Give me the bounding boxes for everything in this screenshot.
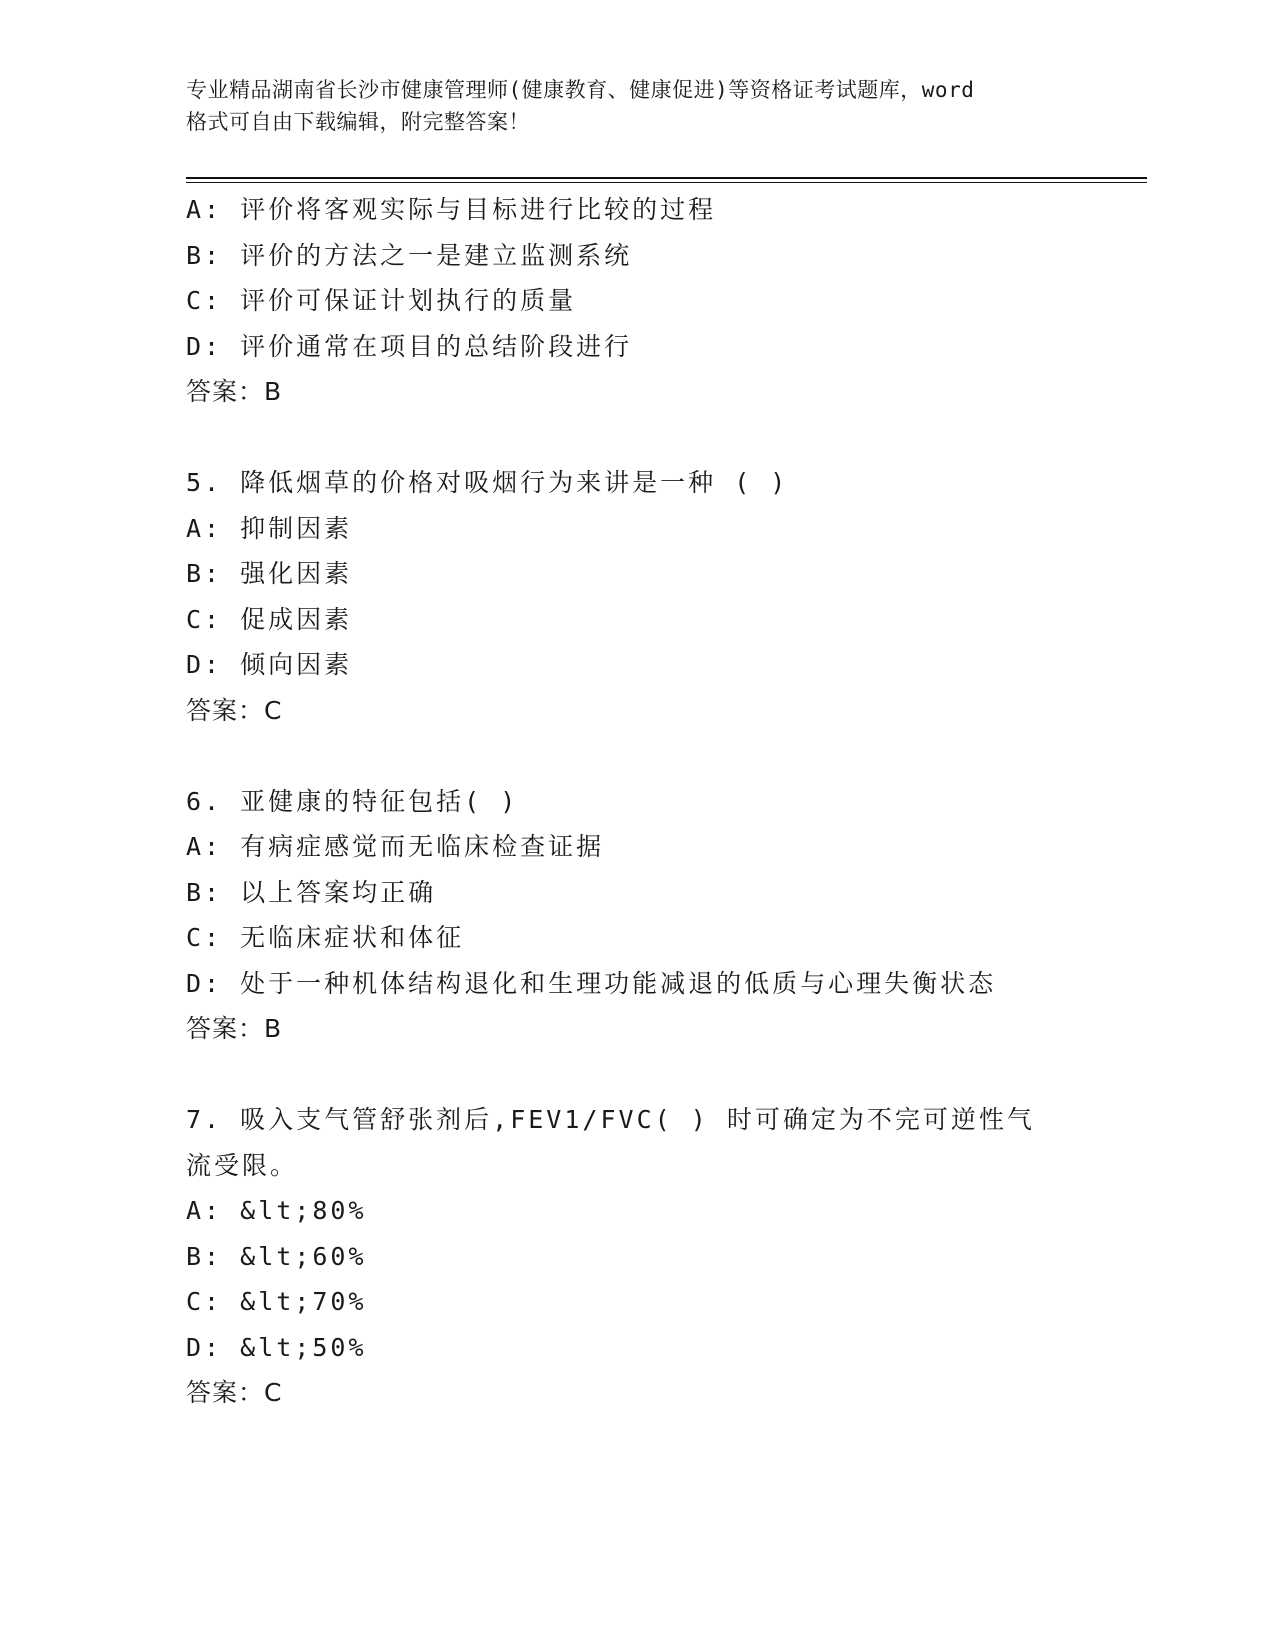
option-c: C: 促成因素 [186, 604, 353, 634]
header-line-2: 格式可自由下载编辑，附完整答案！ [186, 110, 530, 134]
question-text-line-2: 流受限。 [186, 1150, 299, 1180]
option-b: B: 以上答案均正确 [186, 877, 437, 907]
question-4 [186, 187, 1106, 415]
header-divider-thick [186, 177, 1147, 179]
option-a: A: &lt;80% [186, 1196, 367, 1225]
question-7 [186, 1097, 1106, 1416]
option-a: A: 有病症感觉而无临床检查证据 [186, 832, 605, 861]
answer-label: 答案：C [186, 695, 283, 725]
option-b: B: &lt;60% [186, 1241, 367, 1271]
option-c: C: &lt;70% [186, 1287, 367, 1316]
spacer [186, 733, 1106, 779]
spacer [186, 1052, 1106, 1098]
answer-label: 答案：B [186, 377, 283, 406]
option-b: B: 强化因素 [186, 559, 353, 588]
option-d: D: 评价通常在项目的总结阶段进行 [186, 331, 633, 361]
document-header [186, 74, 1086, 138]
option-c: C: 评价可保证计划执行的质量 [186, 286, 577, 315]
header-divider-thin [186, 182, 1147, 183]
answer-label: 答案：C [186, 1378, 283, 1407]
question-text-line-1: 7. 吸入支气管舒张剂后,FEV1/FVC( ) 时可确定为不完可逆性气 [186, 1105, 1035, 1134]
answer-label: 答案：B [186, 1014, 283, 1043]
option-d: D: 处于一种机体结构退化和生理功能减退的低质与心理失衡状态 [186, 968, 997, 998]
option-a: A: 抑制因素 [186, 513, 353, 543]
question-6 [186, 779, 1106, 1052]
option-d: D: 倾向因素 [186, 650, 353, 679]
question-text: 6. 亚健康的特征包括( ) [186, 786, 519, 816]
option-d: D: &lt;50% [186, 1332, 367, 1362]
question-text: 5. 降低烟草的价格对吸烟行为来讲是一种 ( ) [186, 468, 789, 497]
option-b: B: 评价的方法之一是建立监测系统 [186, 240, 633, 270]
question-list [186, 187, 1106, 1416]
option-c: C: 无临床症状和体征 [186, 923, 465, 952]
question-5 [186, 460, 1106, 733]
option-a: A: 评价将客观实际与目标进行比较的过程 [186, 195, 717, 224]
header-line-1: 专业精品湖南省长沙市健康管理师(健康教育、健康促进)等资格证考试题库，word [186, 78, 975, 102]
spacer [186, 415, 1106, 461]
